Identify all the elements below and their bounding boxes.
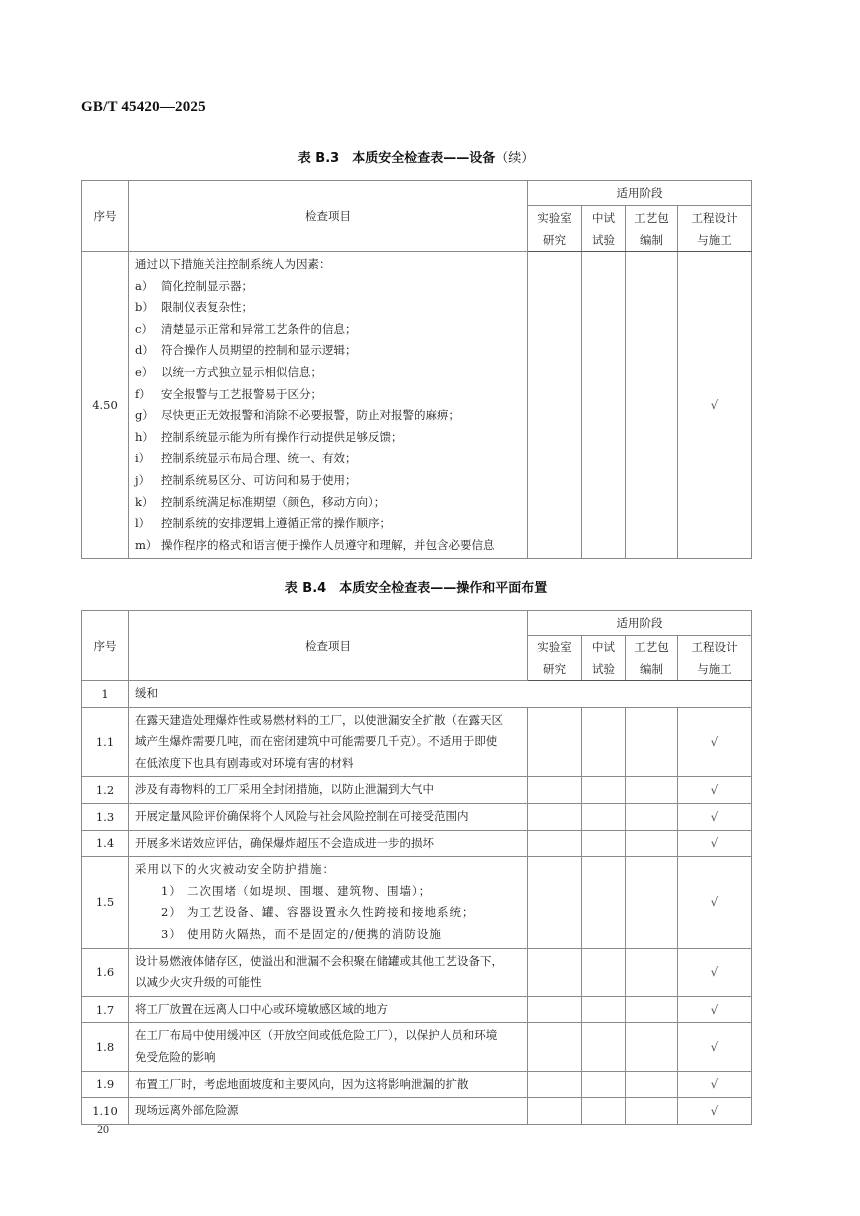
- col-header-stage-pilot: [582, 636, 626, 681]
- col-header-stage-package: [626, 206, 678, 252]
- sub-item-label: c）: [135, 321, 153, 336]
- sub-item: [135, 319, 521, 341]
- table-b4-caption: 表 B.4 本质安全检查表——操作和平面布置: [284, 581, 548, 596]
- stage-cell-pilot: [582, 996, 626, 1023]
- stage-engineering-line2: 与施工: [697, 232, 732, 247]
- stage-cell-pilot: [582, 777, 626, 804]
- sub-item-text: 符合操作人员期望的控制和显示逻辑；: [161, 343, 357, 358]
- stage-cell-engineering: [678, 830, 752, 857]
- table-b3-caption-text: 表 B.3 本质安全检查表——设备: [297, 151, 496, 166]
- sub-item-label: a）: [135, 278, 154, 293]
- table-row: [82, 252, 752, 559]
- stage-cell-package: [626, 1071, 678, 1098]
- stage-pilot-line2: 试验: [592, 232, 615, 247]
- stage-cell-engineering: [678, 1023, 752, 1071]
- table-row: [82, 1098, 752, 1125]
- sub-item: [135, 492, 521, 514]
- sub-item-text: 限制仪表复杂性；: [161, 300, 253, 315]
- row-seq: 1.6: [82, 948, 129, 996]
- stage-cell-engineering: [678, 777, 752, 804]
- sub-item: [135, 297, 521, 319]
- section-seq: 1: [82, 681, 129, 708]
- stage-cell-engineering: [678, 948, 752, 996]
- check-mark-icon: √: [710, 836, 719, 851]
- stage-cell-engineering: [678, 1071, 752, 1098]
- sub-item-label: j）: [135, 472, 151, 487]
- stage-cell-lab: [528, 857, 582, 948]
- col-header-seq: 序号: [82, 181, 129, 252]
- sub-item-text: 以统一方式独立显示相似信息；: [161, 364, 322, 379]
- stage-lab-line1: 实验室: [537, 210, 572, 225]
- col-header-stage-package: [626, 636, 678, 681]
- sub-item: [135, 448, 521, 470]
- check-mark-icon: √: [710, 783, 719, 798]
- row-seq: 4.50: [82, 252, 129, 559]
- col-header-stage-engineering: [678, 636, 752, 681]
- item-text-line: 开展多米诺效应评估，确保爆炸超压不会造成进一步的损坏: [135, 835, 434, 850]
- section-title: 缓和: [129, 681, 752, 708]
- stage-cell-engineering: [678, 707, 752, 777]
- item-text-line: 开展定量风险评价确保将个人风险与社会风险控制在可接受范围内: [135, 808, 469, 823]
- sub-item-label: 2）: [161, 905, 182, 920]
- row-seq: 1.9: [82, 1071, 129, 1098]
- sub-item: [135, 535, 521, 557]
- stage-cell-pilot: [582, 830, 626, 857]
- sub-item-label: 3）: [161, 926, 182, 941]
- sub-item-label: l）: [135, 516, 151, 531]
- row-item: [129, 948, 528, 996]
- stage-cell-package: [626, 948, 678, 996]
- sub-item-text: 控制系统满足标准期望（颜色，移动方向）；: [161, 494, 386, 509]
- sub-item-text: 为工艺设备、罐、容器设置永久性跨接和接地系统；: [187, 905, 475, 920]
- row-item: [129, 996, 528, 1023]
- item-text-line: 免受危险的影响: [135, 1049, 216, 1064]
- item-intro: 通过以下措施关注控制系统人为因素：: [135, 257, 331, 271]
- sub-item: [135, 405, 521, 427]
- stage-cell-engineering: [678, 803, 752, 830]
- row-seq: 1.2: [82, 777, 129, 804]
- stage-cell-lab: [528, 996, 582, 1023]
- row-item: [129, 1098, 528, 1125]
- row-seq: 1.10: [82, 1098, 129, 1125]
- stage-cell-package: [626, 1023, 678, 1071]
- sub-item: [135, 362, 521, 384]
- stage-package-line2: 编制: [640, 662, 663, 676]
- stage-cell-package: [626, 777, 678, 804]
- row-item: [129, 777, 528, 804]
- sub-item-label: k）: [135, 494, 154, 509]
- stage-cell-lab: [528, 830, 582, 857]
- stage-lab-line2: 研究: [543, 232, 566, 247]
- sub-item-text: 操作程序的格式和语言便于操作人员遵守和理解，并包含必要信息: [161, 537, 495, 552]
- stage-cell-package: [626, 707, 678, 777]
- sub-item-text: 尽快更正无效报警和消除不必要报警，防止对报警的麻痹；: [161, 408, 460, 423]
- stage-cell-pilot: [582, 1071, 626, 1098]
- check-mark-icon: √: [710, 1039, 719, 1054]
- col-header-seq: 序号: [82, 611, 129, 681]
- stage-cell-pilot: [582, 803, 626, 830]
- stage-engineering-line2: 与施工: [697, 662, 732, 676]
- sub-item-text: 控制系统显示能为所有操作行动提供足够反馈；: [161, 429, 403, 444]
- row-seq: 1.4: [82, 830, 129, 857]
- item-text-line: 在低浓度下也具有剧毒或对环境有害的材料: [135, 755, 354, 770]
- sub-item-label: h）: [135, 429, 154, 444]
- table-row: [82, 948, 752, 996]
- check-mark-icon: √: [710, 809, 719, 824]
- stage-cell-lab: [528, 252, 582, 559]
- table-b3-caption: [81, 147, 751, 166]
- sub-item-label: f）: [135, 386, 151, 401]
- table-row: [82, 830, 752, 857]
- row-seq: 1.8: [82, 1023, 129, 1071]
- sub-item-text: 使用防火隔热，而不是固定的/便携的消防设施: [187, 926, 442, 941]
- stage-cell-package: [626, 252, 678, 559]
- row-seq: 1.3: [82, 803, 129, 830]
- sub-item-label: d）: [135, 343, 154, 358]
- row-item: [129, 857, 528, 948]
- col-header-stage-lab: [528, 206, 582, 252]
- table-row: [82, 1023, 752, 1071]
- sub-item-label: b）: [135, 300, 154, 315]
- check-mark-icon: √: [710, 1002, 719, 1017]
- table-row: [82, 777, 752, 804]
- stage-package-line1: 工艺包: [634, 210, 669, 225]
- stage-lab-line1: 实验室: [537, 640, 572, 654]
- sub-item: [135, 924, 521, 946]
- sub-item-label: m）: [135, 537, 158, 552]
- stage-cell-engineering: [678, 1098, 752, 1125]
- standard-code: GB/T 45420—2025: [81, 99, 206, 115]
- sub-item-text: 控制系统显示布局合理、统一、有效；: [161, 451, 357, 466]
- check-mark-icon: √: [710, 1077, 719, 1092]
- row-item: [129, 252, 528, 559]
- row-seq: 1.7: [82, 996, 129, 1023]
- item-text-line: 以减少火灾升级的可能性: [135, 975, 262, 990]
- row-item: [129, 707, 528, 777]
- item-text-line: 布置工厂时，考虑地面坡度和主要风向，因为这将影响泄漏的扩散: [135, 1076, 469, 1091]
- stage-engineering-line1: 工程设计: [691, 640, 738, 654]
- stage-cell-pilot: [582, 252, 626, 559]
- row-item: [129, 830, 528, 857]
- stage-cell-lab: [528, 1023, 582, 1071]
- stage-cell-lab: [528, 1071, 582, 1098]
- col-header-stage-group: 适用阶段: [528, 181, 752, 206]
- table-b4-header: [82, 611, 752, 681]
- stage-cell-pilot: [582, 1023, 626, 1071]
- page-number: 20: [97, 1122, 109, 1136]
- col-header-stage-group: 适用阶段: [528, 611, 752, 636]
- stage-cell-lab: [528, 777, 582, 804]
- section-row: [82, 681, 752, 708]
- stage-cell-pilot: [582, 707, 626, 777]
- col-header-item: 检查项目: [129, 611, 528, 681]
- stage-engineering-line1: 工程设计: [691, 210, 738, 225]
- table-b3: [81, 180, 752, 559]
- sub-item-text: 控制系统的安排逻辑上遵循正常的操作顺序；: [161, 516, 391, 531]
- item-intro: 采用以下的火灾被动安全防护措施：: [135, 862, 335, 877]
- table-b4: [81, 610, 752, 1125]
- item-text-line: 在露天建造处理爆炸性或易燃材料的工厂，以使泄漏安全扩散（在露天区: [135, 712, 503, 727]
- check-mark-icon: √: [710, 734, 719, 749]
- stage-lab-line2: 研究: [543, 662, 566, 676]
- row-seq: 1.5: [82, 857, 129, 948]
- col-header-stage-pilot: [582, 206, 626, 252]
- row-item: [129, 803, 528, 830]
- row-item: [129, 1071, 528, 1098]
- item-text-line: 涉及有毒物料的工厂采用全封闭措施，以防止泄漏到大气中: [135, 782, 434, 797]
- stage-pilot-line1: 中试: [592, 640, 615, 654]
- stage-package-line2: 编制: [640, 232, 663, 247]
- item-text-line: 设计易燃液体储存区，使溢出和泄漏不会积聚在储罐或其他工艺设备下，: [135, 953, 503, 968]
- item-text-line: 现场远离外部危险源: [135, 1103, 239, 1118]
- sub-item-label: 1）: [161, 883, 182, 898]
- stage-package-line1: 工艺包: [634, 640, 669, 654]
- item-text-line: 域产生爆炸需要几吨，而在密闭建筑中可能需要几千克）。不适用于即使: [135, 734, 498, 749]
- col-header-item: 检查项目: [129, 181, 528, 252]
- check-mark-icon: √: [710, 895, 719, 910]
- stage-cell-package: [626, 1098, 678, 1125]
- sub-item-text: 控制系统易区分、可访问和易于使用；: [161, 472, 357, 487]
- stage-cell-package: [626, 830, 678, 857]
- sub-item: [135, 513, 521, 535]
- item-text-line: 在工厂布局中使用缓冲区（开放空间或低危险工厂），以保护人员和环境: [135, 1028, 498, 1043]
- stage-cell-engineering: [678, 857, 752, 948]
- sub-item-text: 安全报警与工艺报警易于区分；: [161, 386, 322, 401]
- sub-item: [135, 340, 521, 362]
- sub-item: [135, 276, 521, 298]
- sub-item-text: 简化控制显示器；: [161, 278, 253, 293]
- stage-cell-pilot: [582, 857, 626, 948]
- stage-cell-package: [626, 996, 678, 1023]
- sub-item-label: e）: [135, 364, 154, 379]
- stage-cell-pilot: [582, 948, 626, 996]
- stage-cell-lab: [528, 803, 582, 830]
- sub-item: [135, 384, 521, 406]
- row-item: [129, 1023, 528, 1071]
- stage-cell-engineering: [678, 996, 752, 1023]
- sub-item: [135, 470, 521, 492]
- sub-item: [135, 427, 521, 449]
- stage-cell-lab: [528, 1098, 582, 1125]
- stage-cell-engineering: [678, 252, 752, 559]
- stage-cell-lab: [528, 707, 582, 777]
- sub-item-text: 二次围堵（如堤坝、围堰、建筑物、围墙）；: [187, 883, 432, 898]
- sub-item-label: g）: [135, 408, 154, 423]
- table-b3-header: [82, 181, 752, 252]
- sub-item-label: i）: [135, 451, 151, 466]
- stage-pilot-line2: 试验: [592, 662, 615, 676]
- stage-cell-lab: [528, 948, 582, 996]
- stage-pilot-line1: 中试: [592, 210, 615, 225]
- stage-cell-pilot: [582, 1098, 626, 1125]
- table-row: [82, 707, 752, 777]
- col-header-stage-engineering: [678, 206, 752, 252]
- stage-cell-package: [626, 803, 678, 830]
- table-row: [82, 996, 752, 1023]
- check-mark-icon: √: [710, 1103, 719, 1118]
- table-row: [82, 1071, 752, 1098]
- sub-item: [135, 881, 521, 903]
- check-mark-icon: √: [710, 965, 719, 980]
- check-mark-icon: √: [710, 398, 719, 413]
- table-row: [82, 803, 752, 830]
- table-row: [82, 857, 752, 948]
- sub-item-text: 清楚显示正常和异常工艺条件的信息；: [161, 321, 357, 336]
- stage-cell-package: [626, 857, 678, 948]
- item-text-line: 将工厂放置在远离人口中心或环境敏感区域的地方: [135, 1001, 388, 1016]
- col-header-stage-lab: [528, 636, 582, 681]
- sub-item: [135, 902, 521, 924]
- row-seq: 1.1: [82, 707, 129, 777]
- table-b3-continued-label: （续）: [495, 151, 535, 166]
